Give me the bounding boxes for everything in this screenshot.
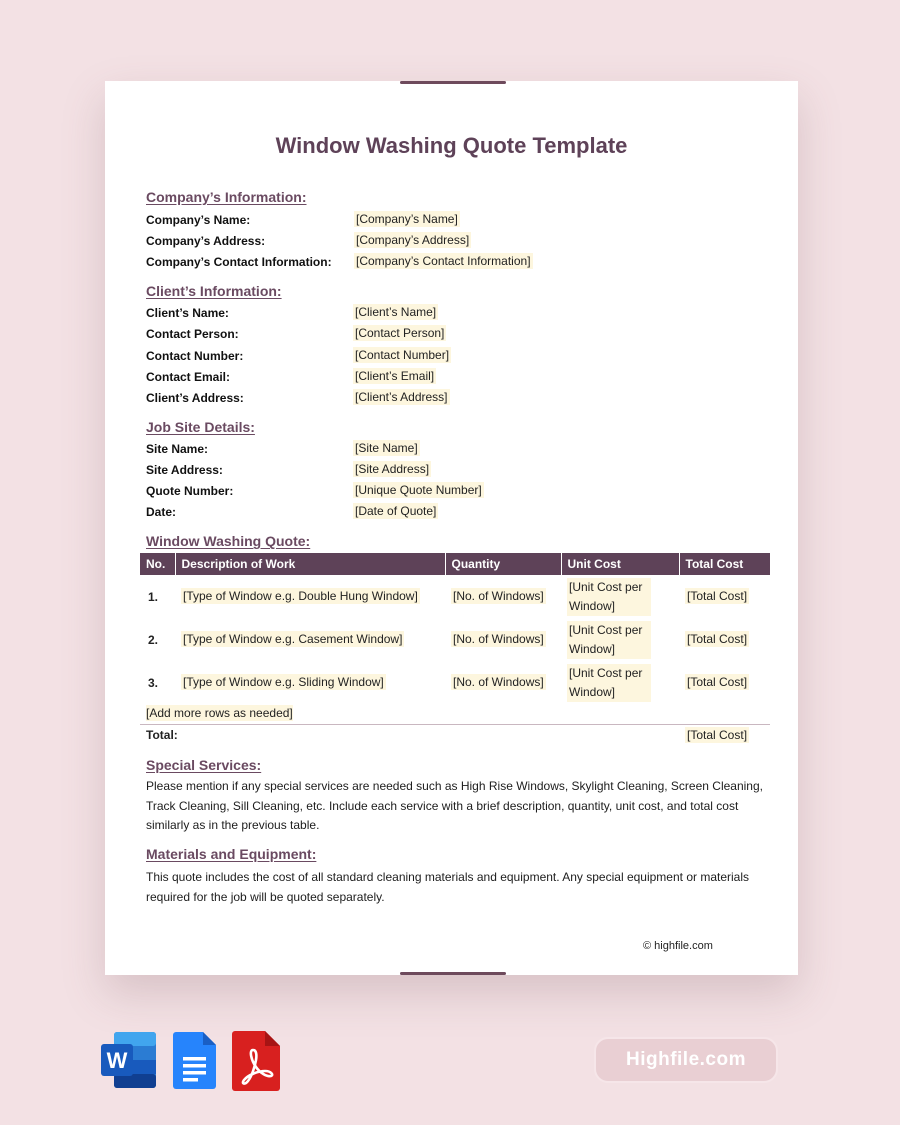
- total-value[interactable]: [Total Cost]: [687, 727, 748, 742]
- column-header-description: Description of Work: [175, 553, 445, 575]
- field-label: Client’s Name:: [146, 306, 229, 320]
- field-value[interactable]: [Company’s Name]: [356, 212, 458, 226]
- pdf-icon[interactable]: [231, 1030, 281, 1097]
- add-rows-note[interactable]: [Add more rows as needed]: [146, 706, 293, 721]
- company-section-heading: Company’s Information:: [146, 189, 307, 205]
- row-unit-cost[interactable]: [Unit Cost per Window]: [567, 621, 651, 659]
- document-page: [105, 81, 798, 975]
- field-label: Client’s Address:: [146, 391, 244, 405]
- copyright-notice: © highfile.com: [643, 940, 713, 952]
- row-total[interactable]: [Total Cost]: [687, 632, 748, 646]
- row-unit-cost[interactable]: [Unit Cost per Window]: [567, 664, 651, 702]
- field-value[interactable]: [Company’s Address]: [356, 233, 470, 247]
- contact-person-row: [146, 325, 757, 343]
- total-row: [140, 724, 770, 746]
- row-total[interactable]: [Total Cost]: [687, 675, 748, 689]
- row-description[interactable]: [Type of Window e.g. Double Hung Window]: [183, 589, 418, 603]
- quote-table: [140, 553, 770, 746]
- row-quantity-cell: [445, 575, 561, 618]
- row-unit-cost[interactable]: [Unit Cost per Window]: [567, 578, 651, 616]
- field-value[interactable]: [Client’s Name]: [355, 305, 437, 319]
- site-section-heading: Job Site Details:: [146, 419, 255, 435]
- table-row: [140, 575, 770, 618]
- document-title: Window Washing Quote Template: [275, 133, 628, 158]
- special-services-text: Please mention if any special services are needed such as High Rise Windows, Skylight Cleaning, Screen Cleaning, Track Cleaning, Sill Cleaning, etc. Include each service with a brief description, quantity, unit cost, and total cost similarly as in the previous table.: [146, 779, 763, 832]
- field-label: Company’s Address:: [146, 234, 266, 248]
- highfile-brand-badge[interactable]: Highfile.com: [594, 1037, 778, 1083]
- row-total-cell: [679, 575, 770, 618]
- field-value[interactable]: [Site Address]: [355, 462, 430, 476]
- field-label: Company’s Name:: [146, 213, 251, 227]
- column-header-unit-cost: Unit Cost: [561, 553, 679, 575]
- row-unit-cost-cell: [561, 618, 679, 661]
- page-tab-top: [400, 81, 506, 84]
- row-description-cell: [175, 618, 445, 661]
- client-address-row: [146, 389, 757, 407]
- row-number: 1.: [148, 589, 159, 604]
- company-name-row: [146, 211, 757, 229]
- company-address-row: [146, 232, 757, 250]
- field-value[interactable]: [Site Name]: [355, 441, 418, 455]
- field-value[interactable]: [Unique Quote Number]: [355, 483, 482, 497]
- total-value-cell: [679, 724, 770, 746]
- row-total-cell: [679, 661, 770, 704]
- row-total-cell: [679, 618, 770, 661]
- special-services-heading: Special Services:: [146, 757, 262, 773]
- row-description-cell: [175, 575, 445, 618]
- table-row: [140, 661, 770, 704]
- column-header-no: No.: [140, 553, 175, 575]
- field-label: Quote Number:: [146, 484, 234, 498]
- field-label: Company’s Contact Information:: [146, 255, 332, 269]
- row-number: 2.: [148, 632, 159, 647]
- row-quantity[interactable]: [No. of Windows]: [453, 675, 544, 689]
- row-unit-cost-cell: [561, 575, 679, 618]
- row-total[interactable]: [Total Cost]: [687, 589, 748, 603]
- materials-text: This quote includes the cost of all standard cleaning materials and equipment. Any special equipment or materials required for the job will be quoted separately.: [146, 870, 750, 904]
- field-label: Contact Number:: [146, 349, 244, 363]
- row-description-cell: [175, 661, 445, 704]
- table-header-row: [140, 553, 770, 575]
- contact-email-row: [146, 368, 757, 386]
- site-name-row: [146, 440, 757, 458]
- field-value[interactable]: [Date of Quote]: [355, 504, 437, 518]
- field-label: Date:: [146, 505, 177, 519]
- google-docs-icon[interactable]: [172, 1030, 218, 1095]
- field-value[interactable]: [Contact Person]: [355, 326, 445, 340]
- date-row: [146, 503, 757, 521]
- row-unit-cost-cell: [561, 661, 679, 704]
- row-number: 3.: [148, 675, 159, 690]
- field-label: Contact Email:: [146, 370, 231, 384]
- word-icon[interactable]: [100, 1030, 158, 1095]
- row-quantity-cell: [445, 661, 561, 704]
- column-header-quantity: Quantity: [445, 553, 561, 575]
- row-quantity[interactable]: [No. of Windows]: [453, 632, 544, 646]
- contact-number-row: [146, 347, 757, 365]
- add-rows-note-row: [140, 704, 770, 724]
- site-address-row: [146, 461, 757, 479]
- field-value[interactable]: [Contact Number]: [355, 348, 450, 362]
- table-row: [140, 618, 770, 661]
- page-tab-bottom: [400, 972, 506, 975]
- company-contact-row: [146, 253, 757, 271]
- client-section-heading: Client’s Information:: [146, 283, 282, 299]
- row-quantity-cell: [445, 618, 561, 661]
- field-value[interactable]: [Client’s Email]: [355, 369, 435, 383]
- total-label: Total:: [140, 724, 679, 746]
- row-description[interactable]: [Type of Window e.g. Casement Window]: [183, 632, 403, 646]
- add-rows-note-cell: [140, 704, 770, 724]
- materials-heading: Materials and Equipment:: [146, 846, 317, 862]
- column-header-total-cost: Total Cost: [679, 553, 770, 575]
- field-value[interactable]: [Company’s Contact Information]: [356, 254, 531, 268]
- row-quantity[interactable]: [No. of Windows]: [453, 589, 544, 603]
- client-name-row: [146, 304, 757, 322]
- quote-section-heading: Window Washing Quote:: [146, 533, 311, 549]
- field-label: Site Address:: [146, 463, 223, 477]
- row-description[interactable]: [Type of Window e.g. Sliding Window]: [183, 675, 384, 689]
- quote-number-row: [146, 482, 757, 500]
- field-label: Site Name:: [146, 442, 209, 456]
- svg-text:W: W: [106, 1048, 128, 1073]
- field-label: Contact Person:: [146, 327, 239, 341]
- field-value[interactable]: [Client’s Address]: [355, 390, 448, 404]
